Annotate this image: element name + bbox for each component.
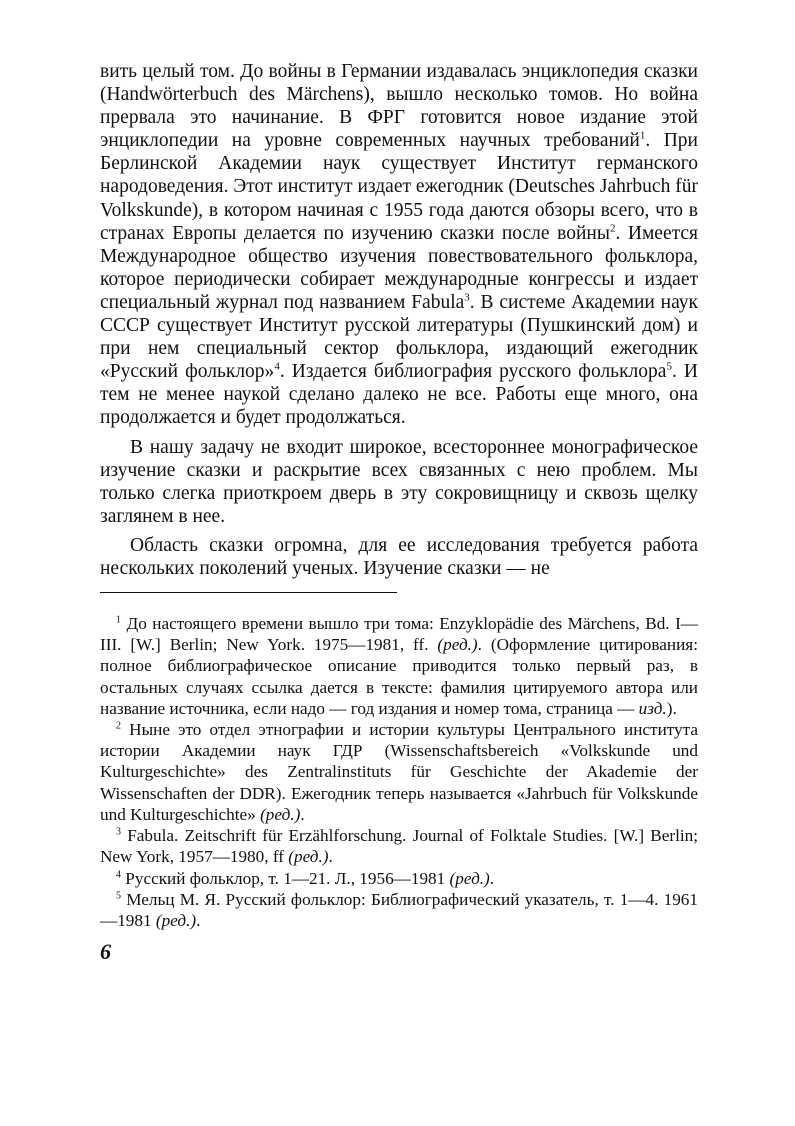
footnote-text: . (Оформление цитирования: полное библиографическое описание приводится только первый раз, в остальных случаях ссылка дается в тексте: фамилия цитируемого автора или название источника, если надо — год издания и номер тома, страница — <box>100 635 698 718</box>
paragraph-1-segment: . И тем не менее наукой сделано далеко не все. Работы еще много, она продолжается и будет продолжаться. <box>100 361 698 429</box>
paragraph-1-segment: . При Берлинской Академии наук существует Институт германского народоведения. Этот институт издает ежегодник (Deutsches Jahrbuch für Volkskunde), в котором начиная с 1955 года даются обзоры всего, что в странах Европы делается по изучению сказки после войны <box>100 130 698 244</box>
footnote-4 <box>100 868 698 889</box>
footnote-ref-3: 3 <box>464 291 470 304</box>
book-page <box>100 60 698 1070</box>
footnote-ref-4: 4 <box>274 360 280 373</box>
footnote-ref-5: 5 <box>666 360 672 373</box>
page-number: 6 <box>100 939 111 965</box>
footnote-marker: 4 <box>116 868 121 880</box>
footnote-separator-rule <box>100 592 397 593</box>
footnote-2 <box>100 719 698 825</box>
paragraph-2: В нашу задачу не входит широкое, всестороннее монографическое изучение сказки и раскрытие всех связанных с нею проблем. Мы только слегка приоткроем дверь в эту сокровищницу и сквозь щелку заглянем в нее. <box>100 436 698 527</box>
footnote-tail: . <box>489 868 495 888</box>
paragraph-1-segment: . Издается библиография русского фольклора <box>279 361 667 383</box>
editor-note: (ред.) <box>288 847 329 867</box>
footnote-text: Ныне это отдел этнографии и истории культуры Центрального института истории Академии наук ГДР (Wissenschaftsbereich «Volkskunde und Kulturgeschichte» des Zentralinstituts für Geschichte der Akademie der Wissenschaften der DDR). Ежегодник теперь называется «Jahrbuch für Volkskunde und Kulturgeschichte» <box>100 720 698 824</box>
editor-note: (ред.) <box>155 910 197 930</box>
footnote-text: Мельц М. Я. Русский фольклор: Библиографический указатель, т. 1—4. 1961—1981 <box>100 889 698 930</box>
main-text <box>100 60 698 580</box>
footnote-marker: 3 <box>116 826 121 838</box>
paragraph-1 <box>100 60 698 430</box>
footnote-ref-2: 2 <box>609 222 616 235</box>
footnote-marker: 5 <box>116 889 121 901</box>
footnote-tail: . <box>328 847 333 867</box>
editor-note: (ред.) <box>449 868 490 888</box>
paragraph-1-segment: . В системе Академии наук СССР существует Институт русской литературы (Пушкинский дом) и при нем специальный сектор фольклора, издающий ежегодник «Русский фольклор» <box>100 291 698 383</box>
footnote-3 <box>100 825 698 867</box>
footnote-text: До настоящего времени вышло три тома: Enzyklopädie des Märchens, Bd. I—III. [W.] Berlin; New York. 1975—1981, ff. <box>100 614 698 655</box>
footnote-tail: . <box>196 910 201 930</box>
paragraph-1-segment: . Имеется Международное общество изучения повествовательного фольклора, которое периодически собирает международные конгрессы и издает специальный журнал под названием Fabula <box>100 222 698 313</box>
footnote-tail: . <box>300 804 305 824</box>
editor-note: (ред.) <box>437 635 478 655</box>
footnote-tail: ). <box>666 698 677 718</box>
footnote-1 <box>100 613 698 719</box>
footnote-ref-1: 1 <box>639 129 646 142</box>
footnote-5 <box>100 889 698 931</box>
paragraph-1-segment: вить целый том. До войны в Германии издавалась энциклопедия сказки (Handwörterbuch des Märchens), вышло несколько томов. Но война прервала это начинание. В ФРГ готовится новое издание этой энциклопедии на уровне современных научных требований <box>100 61 698 152</box>
footnote-text: Fabula. Zeitschrift für Erzählforschung. Journal of Folktale Studies. [W.] Berlin; New York, 1957—1980, ff <box>100 826 698 867</box>
footnote-text: Русский фольклор, т. 1—21. Л., 1956—1981 <box>125 868 450 888</box>
editor-note: (ред.) <box>260 804 301 824</box>
footnote-marker: 2 <box>116 720 121 732</box>
footnote-marker: 1 <box>116 614 121 626</box>
footnotes <box>100 613 698 931</box>
paragraph-3: Область сказки огромна, для ее исследования требуется работа нескольких поколений ученых. Изучение сказки — не <box>100 534 698 579</box>
editor-note: изд. <box>638 698 667 718</box>
